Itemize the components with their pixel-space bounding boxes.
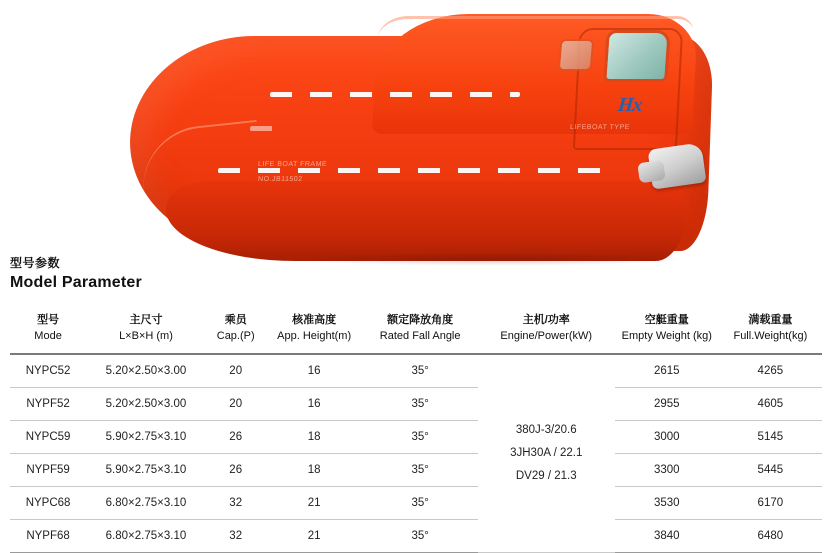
header-cn: 空艇重量 bbox=[644, 314, 689, 327]
cell-fall-angle: 35° bbox=[363, 421, 478, 454]
header-en: L×B×H (m) bbox=[119, 330, 173, 342]
cell-dimensions: 5.20×2.50×3.00 bbox=[86, 354, 206, 388]
hull-mark-2: NO.JB11502 bbox=[257, 176, 303, 183]
cell-model: NYPF59 bbox=[10, 454, 86, 487]
header-en: Engine/Power(kW) bbox=[500, 330, 593, 342]
cell-model: NYPF52 bbox=[10, 388, 86, 421]
cell-empty-weight: 2955 bbox=[615, 388, 719, 421]
cell-fall-angle: 35° bbox=[363, 454, 478, 487]
cell-approved-height: 21 bbox=[266, 520, 363, 553]
cell-approved-height: 16 bbox=[266, 388, 363, 421]
header-en: Cap.(P) bbox=[216, 330, 255, 342]
header-en: Empty Weight (kg) bbox=[621, 330, 712, 342]
model-parameter-table bbox=[10, 305, 822, 553]
cell-full-weight: 5445 bbox=[719, 454, 822, 487]
table-row bbox=[10, 388, 822, 421]
cell-full-weight: 4265 bbox=[719, 354, 822, 388]
release-hook-icon bbox=[647, 142, 706, 189]
cabin-window bbox=[603, 30, 671, 82]
section-title-en: Model Parameter bbox=[10, 274, 142, 291]
cell-capacity: 20 bbox=[206, 388, 266, 421]
engine-line-3: DV29 / 21.3 bbox=[515, 470, 577, 482]
table-body bbox=[10, 354, 822, 553]
cell-full-weight: 6480 bbox=[719, 520, 822, 553]
engine-line-2: 3JH30A / 22.1 bbox=[510, 447, 583, 459]
cell-empty-weight: 3530 bbox=[615, 487, 719, 520]
cell-full-weight: 6170 bbox=[719, 487, 822, 520]
header-cell-empty-weight bbox=[615, 305, 719, 354]
ground-shadow bbox=[290, 252, 690, 266]
cell-model: NYPC52 bbox=[10, 354, 86, 388]
header-en: Full.Weight(kg) bbox=[733, 330, 808, 342]
cell-dimensions: 5.20×2.50×3.00 bbox=[86, 388, 206, 421]
cell-approved-height: 18 bbox=[266, 421, 363, 454]
cell-dimensions: 5.90×2.75×3.10 bbox=[86, 454, 206, 487]
cell-dimensions: 6.80×2.75×3.10 bbox=[86, 487, 206, 520]
section-title bbox=[10, 254, 142, 292]
hull-mark-3: LIFEBOAT TYPE bbox=[569, 124, 631, 131]
header-en: Rated Fall Angle bbox=[379, 330, 461, 342]
cell-full-weight: 4605 bbox=[719, 388, 822, 421]
cell-model: NYPC59 bbox=[10, 421, 86, 454]
table-row bbox=[10, 354, 822, 388]
cell-approved-height: 18 bbox=[266, 454, 363, 487]
cell-fall-angle: 35° bbox=[363, 354, 478, 388]
header-cn: 乘员 bbox=[224, 314, 247, 327]
header-cn: 额定降放角度 bbox=[387, 314, 454, 327]
header-en: App. Height(m) bbox=[277, 330, 352, 342]
cell-capacity: 32 bbox=[206, 520, 266, 553]
engine-line-1: 380J-3/20.6 bbox=[515, 424, 577, 436]
header-cn: 主尺寸 bbox=[129, 314, 163, 327]
cell-capacity: 32 bbox=[206, 487, 266, 520]
cell-capacity: 26 bbox=[206, 421, 266, 454]
cell-dimensions: 5.90×2.75×3.10 bbox=[86, 421, 206, 454]
lifeboat-graphic bbox=[110, 6, 733, 276]
header-row bbox=[10, 305, 822, 354]
table-row bbox=[10, 421, 822, 454]
hull-mark-4: 22 bbox=[721, 176, 733, 185]
header-cell-model bbox=[10, 305, 86, 354]
cell-capacity: 20 bbox=[206, 354, 266, 388]
header-cell-full-weight bbox=[719, 305, 822, 354]
cell-full-weight: 5145 bbox=[719, 421, 822, 454]
cabin-side-window bbox=[558, 39, 595, 71]
table-header bbox=[10, 305, 822, 354]
hull-bottom-shape bbox=[162, 181, 688, 261]
header-cell-engine-power bbox=[478, 305, 615, 354]
cell-empty-weight: 3300 bbox=[615, 454, 719, 487]
header-cn: 核准高度 bbox=[292, 314, 337, 327]
brand-logo: Hx bbox=[616, 94, 643, 116]
header-en: Mode bbox=[34, 330, 62, 342]
cell-approved-height: 16 bbox=[266, 354, 363, 388]
section-title-cn: 型号参数 bbox=[10, 256, 61, 270]
deck-dashed-line-upper bbox=[270, 92, 520, 97]
table-row bbox=[10, 454, 822, 487]
table-row bbox=[10, 487, 822, 520]
hull-mark-1: LIFE BOAT FRAME bbox=[257, 161, 328, 168]
cell-capacity: 26 bbox=[206, 454, 266, 487]
table-row bbox=[10, 520, 822, 553]
cell-empty-weight: 3840 bbox=[615, 520, 719, 553]
header-cell-fall-angle bbox=[363, 305, 478, 354]
cell-empty-weight: 2615 bbox=[615, 354, 719, 388]
header-cell-approved-height bbox=[266, 305, 363, 354]
cell-fall-angle: 35° bbox=[363, 388, 478, 421]
cell-approved-height: 21 bbox=[266, 487, 363, 520]
cell-fall-angle: 35° bbox=[363, 487, 478, 520]
cell-engine-power bbox=[478, 354, 615, 553]
cell-fall-angle: 35° bbox=[363, 520, 478, 553]
header-cell-capacity bbox=[206, 305, 266, 354]
header-cell-dimensions bbox=[86, 305, 206, 354]
header-cn: 型号 bbox=[37, 314, 60, 327]
header-cn: 主机/功率 bbox=[522, 314, 570, 327]
header-cn: 满载重量 bbox=[748, 314, 793, 327]
cell-empty-weight: 3000 bbox=[615, 421, 719, 454]
cell-model: NYPF68 bbox=[10, 520, 86, 553]
cell-model: NYPC68 bbox=[10, 487, 86, 520]
deck-dashed-line-lower bbox=[218, 168, 618, 173]
cell-dimensions: 6.80×2.75×3.10 bbox=[86, 520, 206, 553]
